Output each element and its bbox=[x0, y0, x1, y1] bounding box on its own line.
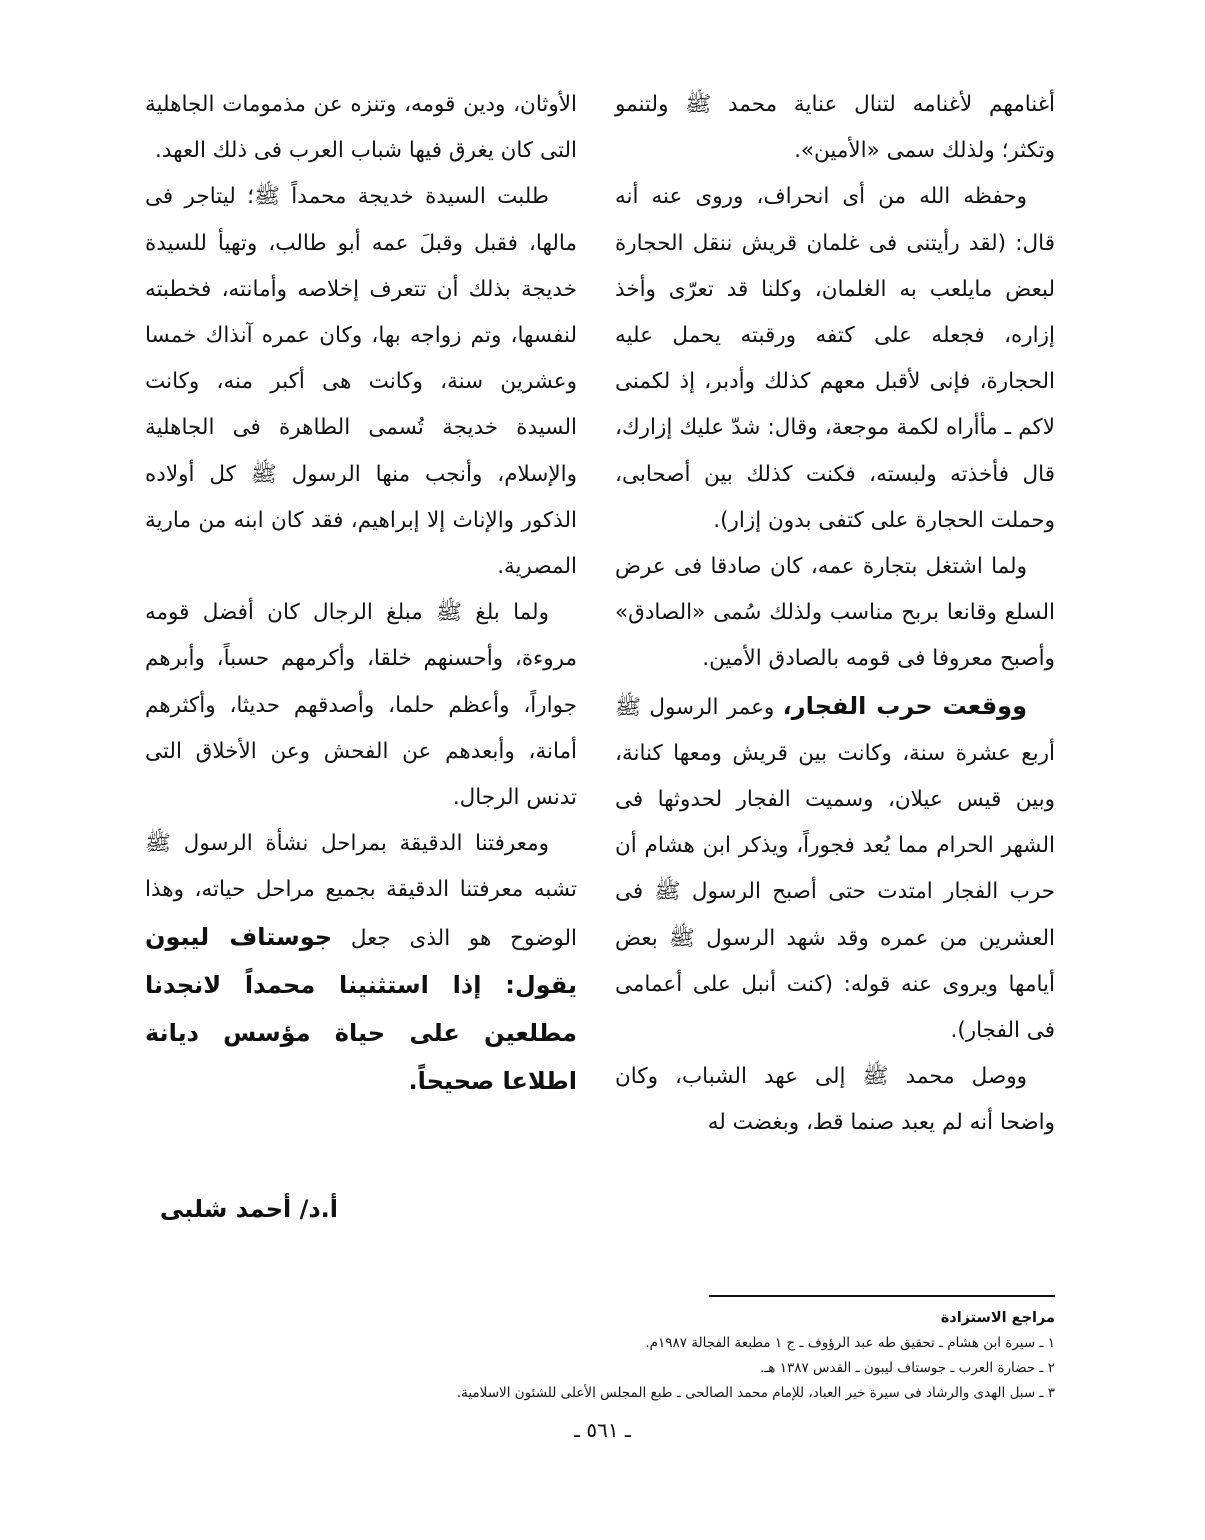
bold-quote: جوستاف ليبون يقول: إذا استثنينا محمداً لانجدنا مطلعين على حياة مؤسس ديانة اطلاعا صحيحاً. bbox=[145, 922, 577, 1096]
paragraph: الأوثان، ودين قومه، وتنزه عن مذمومات الجاهلية التى كان يغرق فيها شباب العرب فى ذلك العهد. bbox=[145, 92, 577, 164]
footnote-item: ١ ـ سيرة ابن هشام ـ تحقيق طه عبد الرؤوف ـ ج ١ مطبعة الفجالة ١٩٨٧م. bbox=[645, 1335, 1055, 1351]
footnote-item: ٣ ـ سبل الهدى والرشاد فى سيرة خير العباد، للإمام محمد الصالحى ـ طبع المجلس الأعلى للشئون الاسلامية. bbox=[456, 1385, 1055, 1401]
paragraph: طلبت السيدة خديجة محمداً ﷺ؛ ليتاجر فى مالها، فقبل وقبلَ عمه أبو طالب، وتهيأ للسيدة خديجة بذلك أن تتعرف إخلاصه وأمانته، فخطبته لنفسها، وتم زواجه بها، وكان عمره آنذاك خمسا وعشرين سنة، وكانت هى أكبر منه، وكانت السيدة خديجة تُسمى الطاهرة فى الجاهلية والإسلام، وأنجب منها الرسول ﷺ كل أولاده الذكور والإناث إلا إبراهيم، فقد كان ابنه من مارية المصرية. bbox=[145, 184, 577, 580]
bold-lead: ووقعت حرب الفجار، bbox=[782, 691, 1027, 720]
page-number: ـ ٥٦١ ـ bbox=[574, 1418, 631, 1442]
paragraph: أغنامهم لأغنامه لتنال عناية محمد ﷺ ولتنمو وتكثر؛ ولذلك سمى «الأمين». bbox=[615, 92, 1055, 164]
right-column bbox=[615, 82, 1055, 1147]
left-column bbox=[145, 82, 577, 1106]
paragraph: ولما اشتغل بتجارة عمه، كان صادقا فى عرض السلع وقانعا بربح مناسب ولذلك سُمى «الصادق» وأصبح معروفا فى قومه بالصادق الأمين. bbox=[615, 554, 1055, 672]
paragraph-text: ومعرفتنا الدقيقة بمراحل نشأة الرسول ﷺ تشبه معرفتنا الدقيقة بجميع مراحل حياته، وهذا الوضوح هو الذى جعل bbox=[145, 831, 578, 951]
footnote-item: ٢ ـ حضارة العرب ـ جوستاف ليبون ـ القدس ١٣٨٧ هـ. bbox=[760, 1360, 1055, 1376]
footnotes bbox=[155, 1306, 1055, 1406]
paragraph bbox=[145, 821, 577, 1106]
paragraph: ولما بلغ ﷺ مبلغ الرجال كان أفضل قومه مروءة، وأحسنهم خلقا، وأكرمهم حسباً، وأبرهم جواراً، وأعظم حلما، وأصدقهم حديثا، وأكثرهم أمانة، وأبعدهم عن الفحش وعن الأخلاق التى تدنس الرجال. bbox=[145, 600, 577, 811]
paragraph bbox=[615, 683, 1055, 1055]
paragraph-text: وعمر الرسول ﷺ أربع عشرة سنة، وكانت بين قريش ومعها كنانة، وبين قيس عيلان، وسميت الفجار لحدوثها فى الشهر الحرام مما يُعد فجوراً، ويذكر ابن هشام أن حرب الفجار امتدت حتى أصبح الرسول ﷺ فى العشرين من عمره وقد شهد الرسول ﷺ بعض أيامها ويروى عنه قوله: (كنت أنبل على أعمامى فى الفجار). bbox=[615, 694, 1055, 1044]
paragraph: وحفظه الله من أى انحراف، وروى عنه أنه قال: (لقد رأيتنى فى غلمان قريش ننقل الحجارة لبعض مايلعب به الغلمان، وكلنا قد تعرّى وأخذ إزاره، فجعله على كتفه ورقبته يحمل عليه الحجارة، فإنى لأقبل معهم كذلك وأدبر، إذ لكمنى لاكم ـ مأأراه لكمة موجعة، وقال: شدّ عليك إزارك، قال فأخذته ولبسته، فكنت كذلك بين أصحابى، وحملت الحجارة على كتفى بدون إزار). bbox=[615, 184, 1055, 533]
author-signature: أ.د/ أحمد شلبى bbox=[159, 1195, 338, 1223]
paragraph: ووصل محمد ﷺ إلى عهد الشباب، وكان واضحا أنه لم يعبد صنما قط، وبغضت له bbox=[615, 1064, 1055, 1136]
footnotes-title: مراجع الاستزادة bbox=[940, 1310, 1055, 1326]
footnote-divider bbox=[709, 1295, 1055, 1297]
